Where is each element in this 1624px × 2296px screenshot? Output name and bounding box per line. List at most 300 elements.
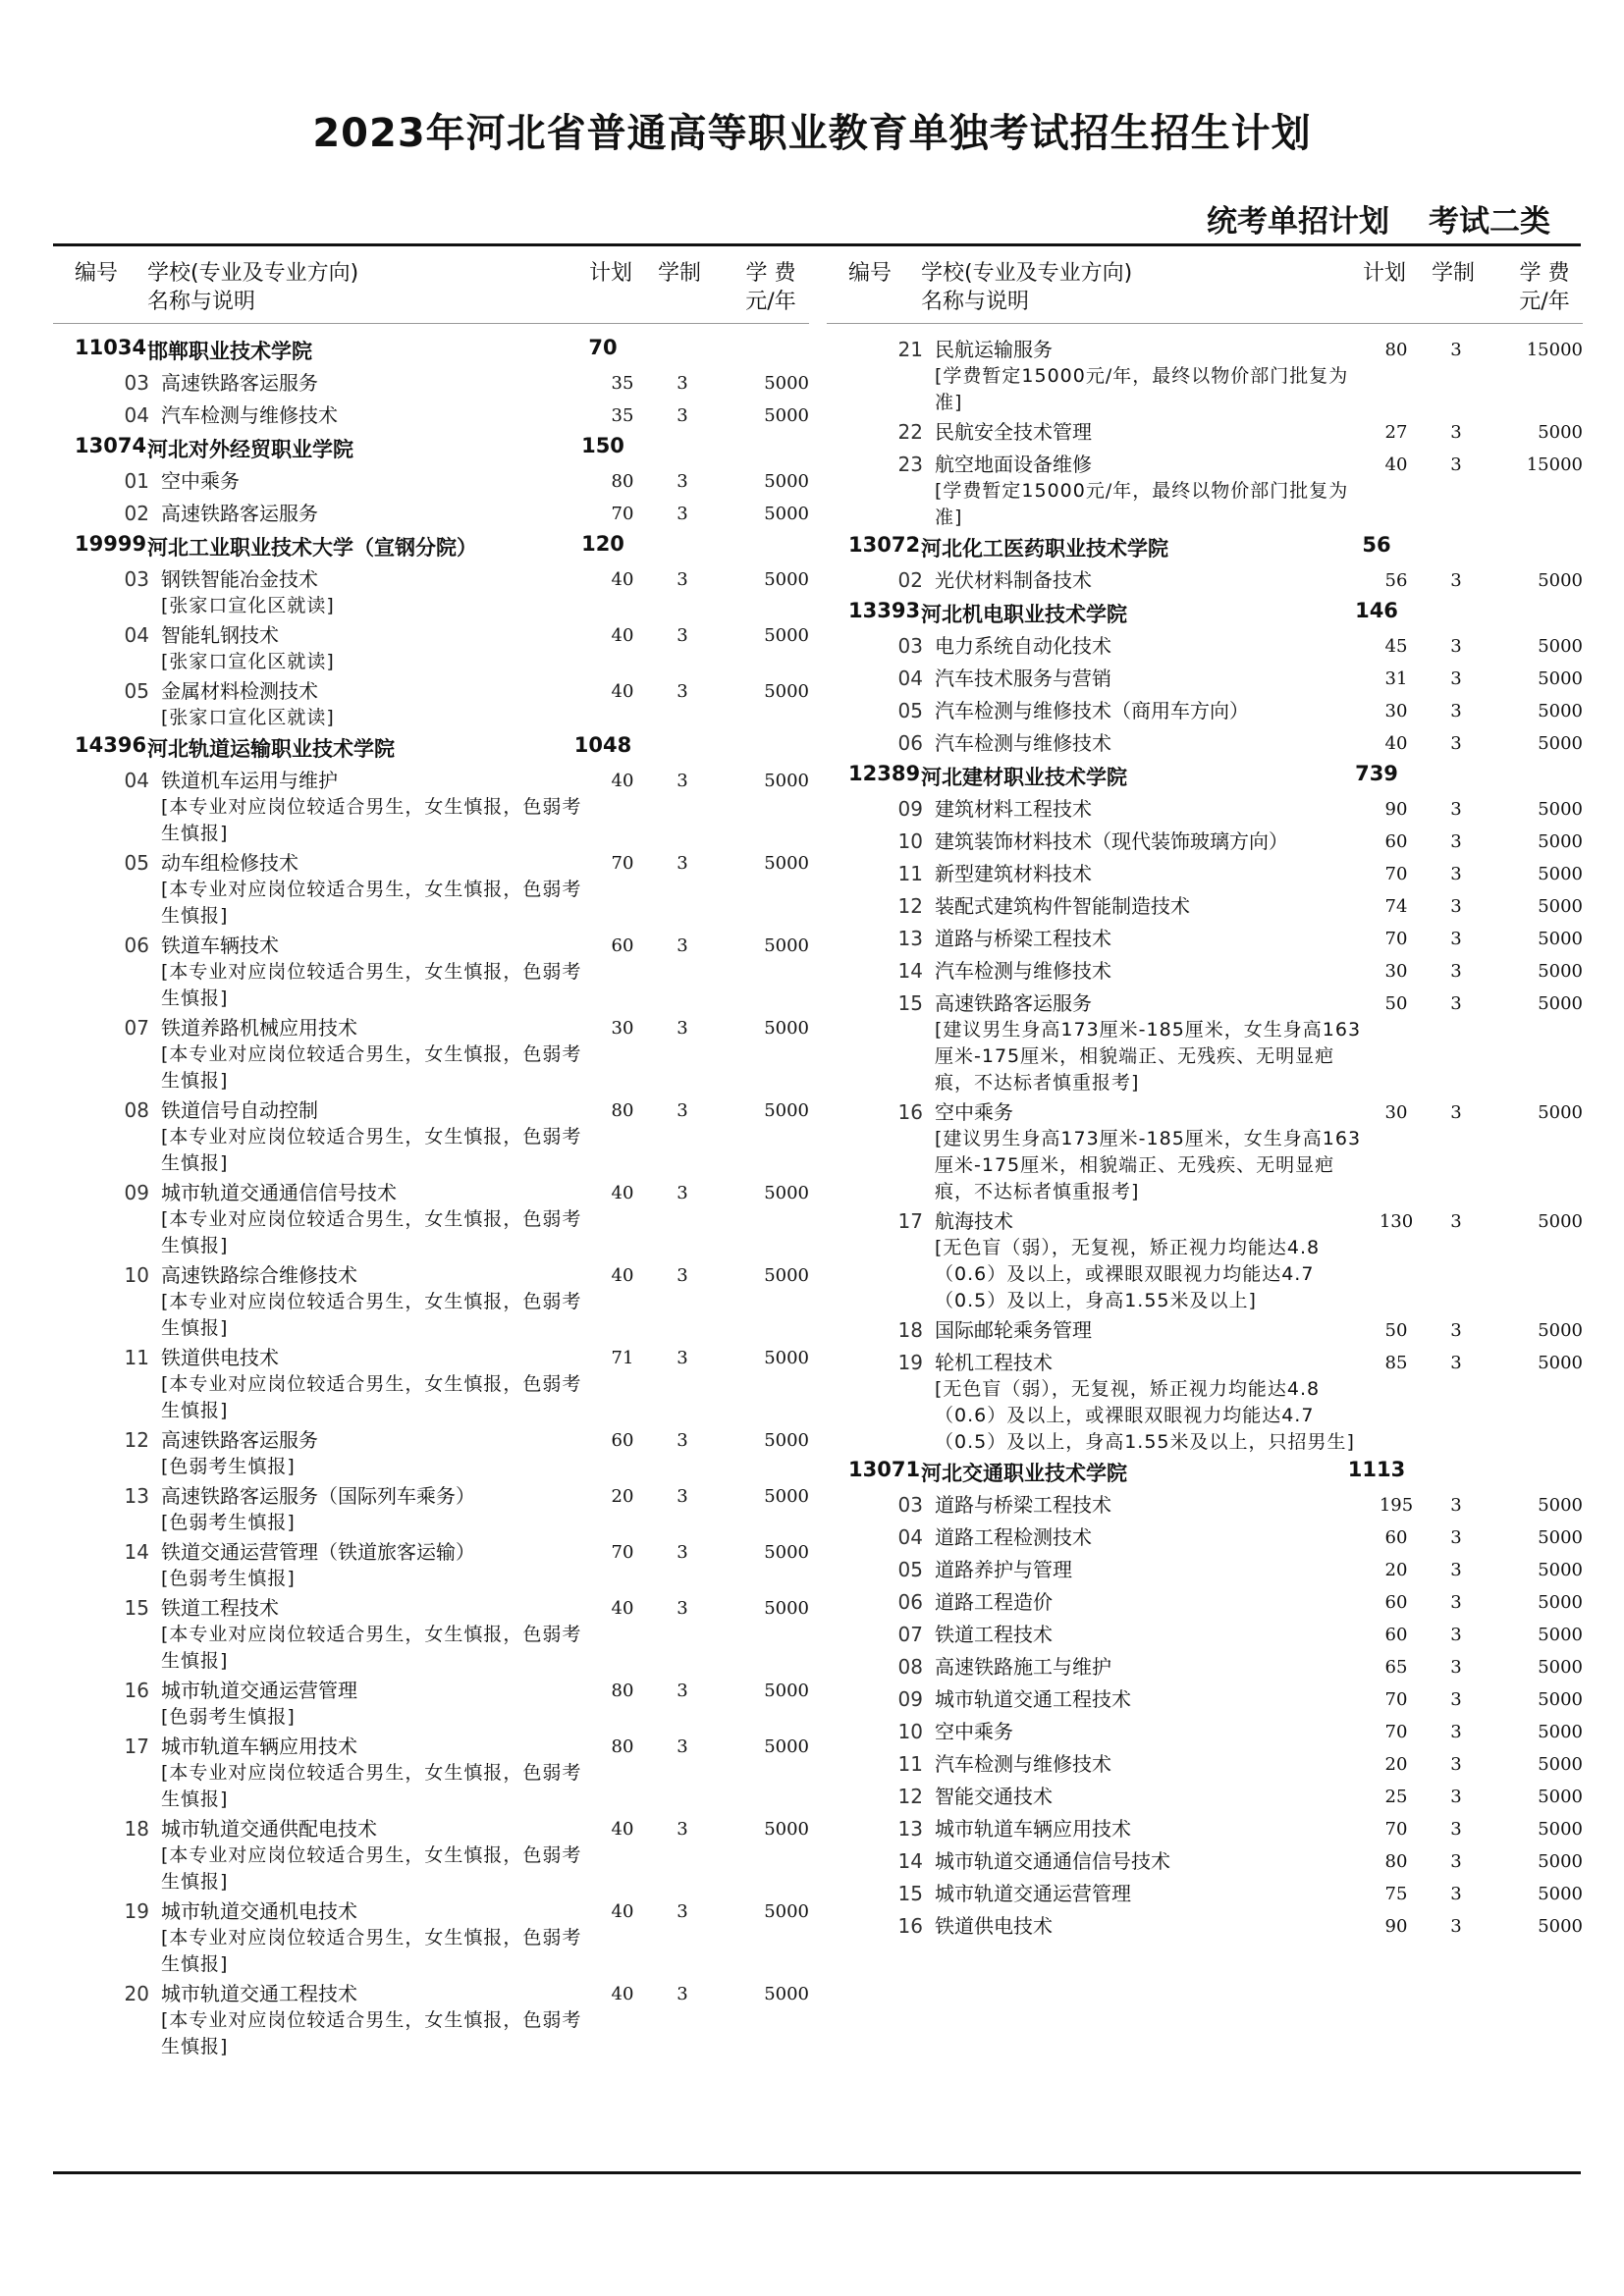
major-note: [建议男生身高173厘米-185厘米，女生身高163厘米-175厘米，相貌端正、无残疾、无明显疤痕，不达标者慎重报考] — [935, 1019, 1362, 1094]
major-row — [827, 1845, 1583, 1878]
major-number: 10 — [124, 1263, 149, 1287]
major-note: [本专业对应岗位较适合男生，女生慎报，色弱考生慎报] — [161, 1126, 582, 1174]
major-note: [本专业对应岗位较适合男生，女生慎报，色弱考生慎报] — [161, 1043, 582, 1092]
major-number: 03 — [897, 1493, 923, 1517]
major-name: 道路与桥梁工程技术 — [935, 1493, 1111, 1517]
major-note: [建议男生身高173厘米-185厘米，女生身高163厘米-175厘米，相貌端正、无残疾、无明显疤痕，不达标者慎重报考] — [935, 1128, 1362, 1202]
school-row — [53, 530, 809, 563]
major-length: 3 — [677, 1348, 688, 1368]
major-row — [53, 1012, 809, 1095]
major-note: [本专业对应岗位较适合男生，女生慎报，色弱考生慎报] — [161, 1927, 582, 1975]
major-row — [53, 465, 809, 498]
major-row — [827, 1489, 1583, 1522]
school-name: 河北对外经贸职业学院 — [147, 438, 353, 461]
major-name: 动车组检修技术 — [161, 851, 298, 875]
major-fee: 5000 — [1538, 1689, 1583, 1710]
major-row — [827, 923, 1583, 955]
major-fee: 5000 — [764, 1183, 809, 1203]
major-fee: 5000 — [1538, 422, 1583, 443]
major-number: 17 — [124, 1735, 149, 1758]
major-row — [53, 498, 809, 530]
major-number: 09 — [897, 797, 923, 821]
major-number: 11 — [897, 1752, 923, 1776]
major-fee: 5000 — [764, 405, 809, 426]
right-column — [827, 255, 1583, 1943]
major-length: 3 — [1450, 340, 1462, 360]
major-row — [53, 1675, 809, 1731]
major-row — [827, 630, 1583, 663]
column-header — [53, 255, 809, 324]
major-row — [827, 1554, 1583, 1586]
major-name: 高速铁路客运服务 — [161, 1428, 318, 1452]
major-number: 12 — [124, 1428, 149, 1452]
major-length: 3 — [677, 625, 688, 646]
major-row — [53, 1342, 809, 1424]
major-length: 3 — [1450, 1884, 1462, 1904]
major-row — [53, 1259, 809, 1342]
major-length: 3 — [677, 471, 688, 492]
major-row — [53, 765, 809, 847]
major-plan: 45 — [1384, 636, 1408, 657]
major-row — [827, 416, 1583, 449]
major-number: 18 — [124, 1817, 149, 1841]
school-total: 1048 — [573, 733, 632, 757]
major-number: 03 — [897, 634, 923, 658]
major-plan: 40 — [1384, 454, 1408, 475]
major-fee: 5000 — [1538, 1787, 1583, 1807]
major-number: 03 — [124, 567, 149, 591]
major-length: 3 — [677, 1430, 688, 1451]
major-row — [827, 1205, 1583, 1314]
major-name: 高速铁路客运服务（国际列车乘务） — [161, 1484, 475, 1508]
major-note: [色弱考生慎报] — [161, 1568, 296, 1589]
major-number: 05 — [897, 1558, 923, 1581]
school-code: 12389 — [848, 762, 921, 785]
major-fee: 5000 — [764, 1819, 809, 1840]
major-number: 17 — [897, 1209, 923, 1233]
major-plan: 195 — [1379, 1495, 1414, 1516]
major-fee: 5000 — [1538, 1625, 1583, 1645]
major-name: 道路工程检测技术 — [935, 1525, 1092, 1549]
major-plan: 75 — [1384, 1884, 1408, 1904]
major-row — [53, 1731, 809, 1813]
school-code: 13072 — [848, 533, 921, 557]
header-number: 编号 — [848, 261, 893, 286]
major-fee: 15000 — [1526, 454, 1583, 475]
major-plan: 20 — [611, 1486, 634, 1507]
major-length: 3 — [677, 1018, 688, 1039]
major-fee: 5000 — [764, 1486, 809, 1507]
major-number: 16 — [897, 1914, 923, 1938]
major-fee: 5000 — [1538, 929, 1583, 949]
major-name: 光伏材料制备技术 — [935, 568, 1092, 592]
major-row — [827, 1910, 1583, 1943]
major-name: 汽车技术服务与营销 — [935, 667, 1111, 690]
major-name: 民航运输服务 — [935, 338, 1053, 361]
major-plan: 85 — [1384, 1353, 1408, 1373]
major-row — [827, 695, 1583, 727]
header-school: 学校(专业及专业方向) 名称与说明 — [921, 261, 1133, 314]
header-plan: 计划 — [1363, 261, 1407, 286]
major-length: 3 — [1450, 799, 1462, 820]
major-note: [张家口宣化区就读] — [161, 651, 335, 672]
major-row — [53, 1536, 809, 1592]
major-plan: 50 — [1384, 993, 1408, 1014]
major-number: 08 — [897, 1655, 923, 1679]
major-fee: 5000 — [1538, 961, 1583, 982]
major-number: 18 — [897, 1318, 923, 1342]
major-plan: 90 — [1384, 1916, 1408, 1937]
major-number: 06 — [897, 1590, 923, 1614]
major-number: 14 — [897, 1849, 923, 1873]
major-plan: 56 — [1384, 570, 1408, 591]
major-row — [827, 564, 1583, 597]
major-plan: 60 — [1384, 1625, 1408, 1645]
school-code: 19999 — [75, 532, 147, 556]
major-number: 19 — [124, 1899, 149, 1923]
school-row — [827, 531, 1583, 564]
school-name: 河北建材职业技术学院 — [921, 766, 1127, 789]
major-row — [53, 367, 809, 400]
major-name: 空中乘务 — [161, 469, 240, 493]
major-name: 汽车检测与维修技术 — [935, 731, 1111, 755]
major-length: 3 — [1450, 961, 1462, 982]
major-fee: 5000 — [1538, 733, 1583, 754]
major-fee: 5000 — [764, 681, 809, 702]
major-length: 3 — [1450, 1102, 1462, 1123]
major-name: 道路与桥梁工程技术 — [935, 927, 1111, 950]
major-number: 20 — [124, 1982, 149, 2005]
left-column — [53, 255, 809, 2060]
major-fee: 5000 — [764, 1901, 809, 1922]
major-length: 3 — [1450, 1916, 1462, 1937]
major-number: 14 — [897, 959, 923, 983]
major-row — [827, 1586, 1583, 1619]
major-fee: 5000 — [764, 1430, 809, 1451]
major-row — [827, 1813, 1583, 1845]
major-name: 铁道工程技术 — [161, 1596, 279, 1620]
major-length: 3 — [677, 1542, 688, 1563]
major-row — [827, 793, 1583, 826]
major-name: 电力系统自动化技术 — [935, 634, 1111, 658]
major-row — [827, 1683, 1583, 1716]
major-number: 15 — [897, 1882, 923, 1905]
school-code: 11034 — [75, 336, 147, 359]
major-plan: 65 — [1384, 1657, 1408, 1678]
major-fee: 5000 — [764, 771, 809, 791]
major-plan: 40 — [611, 569, 634, 590]
major-length: 3 — [677, 853, 688, 874]
major-plan: 70 — [1384, 929, 1408, 949]
bottom-rule — [53, 2171, 1581, 2174]
major-name: 铁道信号自动控制 — [161, 1098, 318, 1122]
page-subtitle — [1167, 196, 1550, 240]
major-note: [本专业对应岗位较适合男生，女生慎报，色弱考生慎报] — [161, 796, 582, 844]
major-fee: 5000 — [764, 853, 809, 874]
major-fee: 5000 — [1538, 1560, 1583, 1580]
major-plan: 40 — [611, 625, 634, 646]
major-name: 铁道机车运用与维护 — [161, 769, 338, 792]
column-header — [827, 255, 1583, 324]
major-plan: 70 — [1384, 864, 1408, 884]
major-fee: 5000 — [764, 1348, 809, 1368]
top-rule — [53, 243, 1581, 246]
major-length: 3 — [677, 1183, 688, 1203]
major-length: 3 — [1450, 701, 1462, 721]
major-note: [无色盲（弱），无复视，矫正视力均能达4.8（0.6）及以上，或裸眼双眼视力均能达4.7（0.5）及以上，身高1.55米及以上] — [935, 1237, 1321, 1311]
major-fee: 5000 — [764, 504, 809, 524]
major-number: 04 — [124, 623, 149, 647]
major-note: [本专业对应岗位较适合男生，女生慎报，色弱考生慎报] — [161, 1844, 582, 1893]
major-row — [827, 1347, 1583, 1456]
major-fee: 5000 — [764, 471, 809, 492]
major-number: 05 — [124, 679, 149, 703]
major-number: 06 — [124, 934, 149, 957]
major-number: 12 — [897, 1785, 923, 1808]
major-note: [本专业对应岗位较适合男生，女生慎报，色弱考生慎报] — [161, 961, 582, 1009]
major-plan: 40 — [611, 1901, 634, 1922]
major-note: [本专业对应岗位较适合男生，女生慎报，色弱考生慎报] — [161, 2009, 582, 2057]
major-plan: 40 — [611, 681, 634, 702]
major-plan: 70 — [611, 1542, 634, 1563]
major-length: 3 — [1450, 1722, 1462, 1742]
school-total: 150 — [581, 434, 624, 457]
header-length: 学制 — [658, 261, 702, 286]
major-row — [827, 727, 1583, 760]
major-note: [色弱考生慎报] — [161, 1512, 296, 1533]
major-number: 04 — [124, 403, 149, 427]
major-name: 航空地面设备维修 — [935, 453, 1092, 476]
major-note: [张家口宣化区就读] — [161, 595, 335, 616]
major-length: 3 — [677, 1984, 688, 2004]
major-name: 智能交通技术 — [935, 1785, 1053, 1808]
major-number: 13 — [897, 927, 923, 950]
major-plan: 60 — [1384, 1527, 1408, 1548]
major-length: 3 — [1450, 1657, 1462, 1678]
major-length: 3 — [1450, 1754, 1462, 1775]
major-fee: 5000 — [764, 1542, 809, 1563]
major-number: 13 — [897, 1817, 923, 1841]
major-length: 3 — [1450, 929, 1462, 949]
major-plan: 35 — [611, 405, 634, 426]
major-row — [53, 1896, 809, 1978]
major-length: 3 — [677, 681, 688, 702]
major-length: 3 — [677, 1819, 688, 1840]
major-length: 3 — [677, 771, 688, 791]
major-row — [53, 400, 809, 432]
major-number: 05 — [897, 699, 923, 722]
major-number: 10 — [897, 829, 923, 853]
major-length: 3 — [1450, 1211, 1462, 1232]
major-length: 3 — [1450, 864, 1462, 884]
school-name: 河北工业职业技术大学（宣钢分院） — [147, 536, 477, 560]
major-fee: 5000 — [1538, 1211, 1583, 1232]
major-name: 汽车检测与维修技术 — [935, 959, 1111, 983]
major-row — [827, 1748, 1583, 1781]
major-fee: 5000 — [1538, 636, 1583, 657]
major-number: 03 — [124, 371, 149, 395]
major-fee: 5000 — [764, 1100, 809, 1121]
subtitle-plan-type: 统考单招计划 — [1207, 204, 1389, 240]
major-note: [学费暂定15000元/年，最终以物价部门批复为准] — [935, 365, 1349, 413]
major-row — [827, 1314, 1583, 1347]
major-plan: 27 — [1384, 422, 1408, 443]
major-fee: 5000 — [1538, 1722, 1583, 1742]
major-note: [张家口宣化区就读] — [161, 707, 335, 728]
major-row — [827, 663, 1583, 695]
major-fee: 5000 — [1538, 864, 1583, 884]
major-number: 15 — [897, 991, 923, 1015]
major-plan: 60 — [1384, 831, 1408, 852]
major-number: 11 — [124, 1346, 149, 1369]
major-fee: 5000 — [1538, 896, 1583, 917]
major-fee: 5000 — [764, 1736, 809, 1757]
major-plan: 60 — [611, 935, 634, 956]
major-number: 19 — [897, 1351, 923, 1374]
major-length: 3 — [677, 1100, 688, 1121]
major-plan: 130 — [1379, 1211, 1414, 1232]
major-name: 国际邮轮乘务管理 — [935, 1318, 1092, 1342]
school-code: 13074 — [75, 434, 147, 457]
major-fee: 5000 — [1538, 1851, 1583, 1872]
major-number: 02 — [124, 502, 149, 525]
major-fee: 5000 — [1538, 1657, 1583, 1678]
major-row — [53, 563, 809, 619]
major-name: 城市轨道交通通信信号技术 — [161, 1181, 397, 1204]
major-fee: 5000 — [1538, 701, 1583, 721]
major-length: 3 — [677, 1265, 688, 1286]
major-row — [53, 1095, 809, 1177]
major-plan: 80 — [611, 1736, 634, 1757]
major-plan: 40 — [611, 1984, 634, 2004]
major-name: 城市轨道车辆应用技术 — [935, 1817, 1131, 1841]
major-row — [827, 1651, 1583, 1683]
header-length: 学制 — [1432, 261, 1476, 286]
school-total: 1113 — [1347, 1458, 1406, 1481]
major-name: 铁道交通运营管理（铁道旅客运输） — [161, 1540, 475, 1564]
major-number: 04 — [124, 769, 149, 792]
major-number: 05 — [124, 851, 149, 875]
subtitle-exam-category: 考试二类 — [1429, 204, 1550, 240]
major-fee: 5000 — [764, 569, 809, 590]
major-fee: 5000 — [1538, 1592, 1583, 1613]
major-plan: 80 — [611, 471, 634, 492]
major-fee: 5000 — [764, 935, 809, 956]
major-number: 21 — [897, 338, 923, 361]
major-plan: 30 — [1384, 701, 1408, 721]
major-plan: 70 — [611, 853, 634, 874]
major-row — [53, 1480, 809, 1536]
major-length: 3 — [1450, 1320, 1462, 1341]
major-name: 铁道供电技术 — [161, 1346, 279, 1369]
major-plan: 70 — [611, 504, 634, 524]
major-row — [827, 1096, 1583, 1205]
major-fee: 5000 — [1538, 570, 1583, 591]
major-row — [53, 675, 809, 731]
major-length: 3 — [677, 373, 688, 394]
school-name: 河北轨道运输职业技术学院 — [147, 737, 395, 761]
major-plan: 31 — [1384, 668, 1408, 689]
major-number: 07 — [897, 1623, 923, 1646]
major-name: 高速铁路综合维修技术 — [161, 1263, 357, 1287]
major-note: [色弱考生慎报] — [161, 1706, 296, 1728]
major-name: 铁道养路机械应用技术 — [161, 1016, 357, 1040]
major-plan: 40 — [1384, 733, 1408, 754]
major-fee: 5000 — [764, 1018, 809, 1039]
major-row — [53, 847, 809, 930]
major-plan: 30 — [1384, 961, 1408, 982]
major-length: 3 — [1450, 1592, 1462, 1613]
major-plan: 25 — [1384, 1787, 1408, 1807]
major-row — [53, 1592, 809, 1675]
header-school: 学校(专业及专业方向) 名称与说明 — [147, 261, 359, 314]
major-name: 城市轨道交通运营管理 — [161, 1679, 357, 1702]
major-name: 建筑材料工程技术 — [935, 797, 1092, 821]
major-row — [827, 1781, 1583, 1813]
school-total: 146 — [1355, 599, 1398, 622]
major-row — [827, 826, 1583, 858]
left-rows — [53, 324, 809, 2060]
major-name: 装配式建筑构件智能制造技术 — [935, 894, 1190, 918]
major-number: 12 — [897, 894, 923, 918]
major-fee: 5000 — [764, 625, 809, 646]
major-name: 城市轨道交通供配电技术 — [161, 1817, 377, 1841]
major-name: 高速铁路施工与维护 — [935, 1655, 1111, 1679]
major-length: 3 — [1450, 636, 1462, 657]
major-number: 13 — [124, 1484, 149, 1508]
major-name: 城市轨道交通工程技术 — [935, 1687, 1131, 1711]
major-number: 04 — [897, 667, 923, 690]
major-plan: 71 — [611, 1348, 634, 1368]
header-fee: 学 费 元/年 — [1519, 261, 1570, 314]
major-length: 3 — [1450, 1787, 1462, 1807]
major-length: 3 — [1450, 896, 1462, 917]
major-name: 建筑装饰材料技术（现代装饰玻璃方向） — [935, 829, 1288, 853]
major-name: 轮机工程技术 — [935, 1351, 1053, 1374]
major-row — [827, 334, 1583, 416]
page-title: 2023年河北省普通高等职业教育单独考试招生招生计划 — [312, 111, 1312, 156]
major-number: 22 — [897, 420, 923, 444]
major-plan: 70 — [1384, 1722, 1408, 1742]
major-name: 高速铁路客运服务 — [161, 371, 318, 395]
major-name: 汽车检测与维修技术 — [161, 403, 338, 427]
major-number: 01 — [124, 469, 149, 493]
right-rows — [827, 324, 1583, 1943]
major-row — [827, 988, 1583, 1096]
school-row — [53, 432, 809, 465]
school-code: 13393 — [848, 599, 921, 622]
school-row — [827, 760, 1583, 793]
major-note: [色弱考生慎报] — [161, 1456, 296, 1477]
major-number: 09 — [897, 1687, 923, 1711]
major-plan: 40 — [611, 1819, 634, 1840]
major-name: 城市轨道车辆应用技术 — [161, 1735, 357, 1758]
header-divider — [827, 323, 1583, 324]
major-row — [827, 955, 1583, 988]
major-length: 3 — [1450, 454, 1462, 475]
school-total: 739 — [1355, 762, 1398, 785]
major-plan: 35 — [611, 373, 634, 394]
major-name: 汽车检测与维修技术 — [935, 1752, 1111, 1776]
major-note: [学费暂定15000元/年，最终以物价部门批复为准] — [935, 480, 1349, 528]
major-name: 道路工程造价 — [935, 1590, 1053, 1614]
major-name: 空中乘务 — [935, 1100, 1013, 1124]
major-number: 23 — [897, 453, 923, 476]
major-fee: 5000 — [1538, 1102, 1583, 1123]
major-number: 11 — [897, 862, 923, 885]
major-plan: 70 — [1384, 1689, 1408, 1710]
major-fee: 5000 — [1538, 1353, 1583, 1373]
